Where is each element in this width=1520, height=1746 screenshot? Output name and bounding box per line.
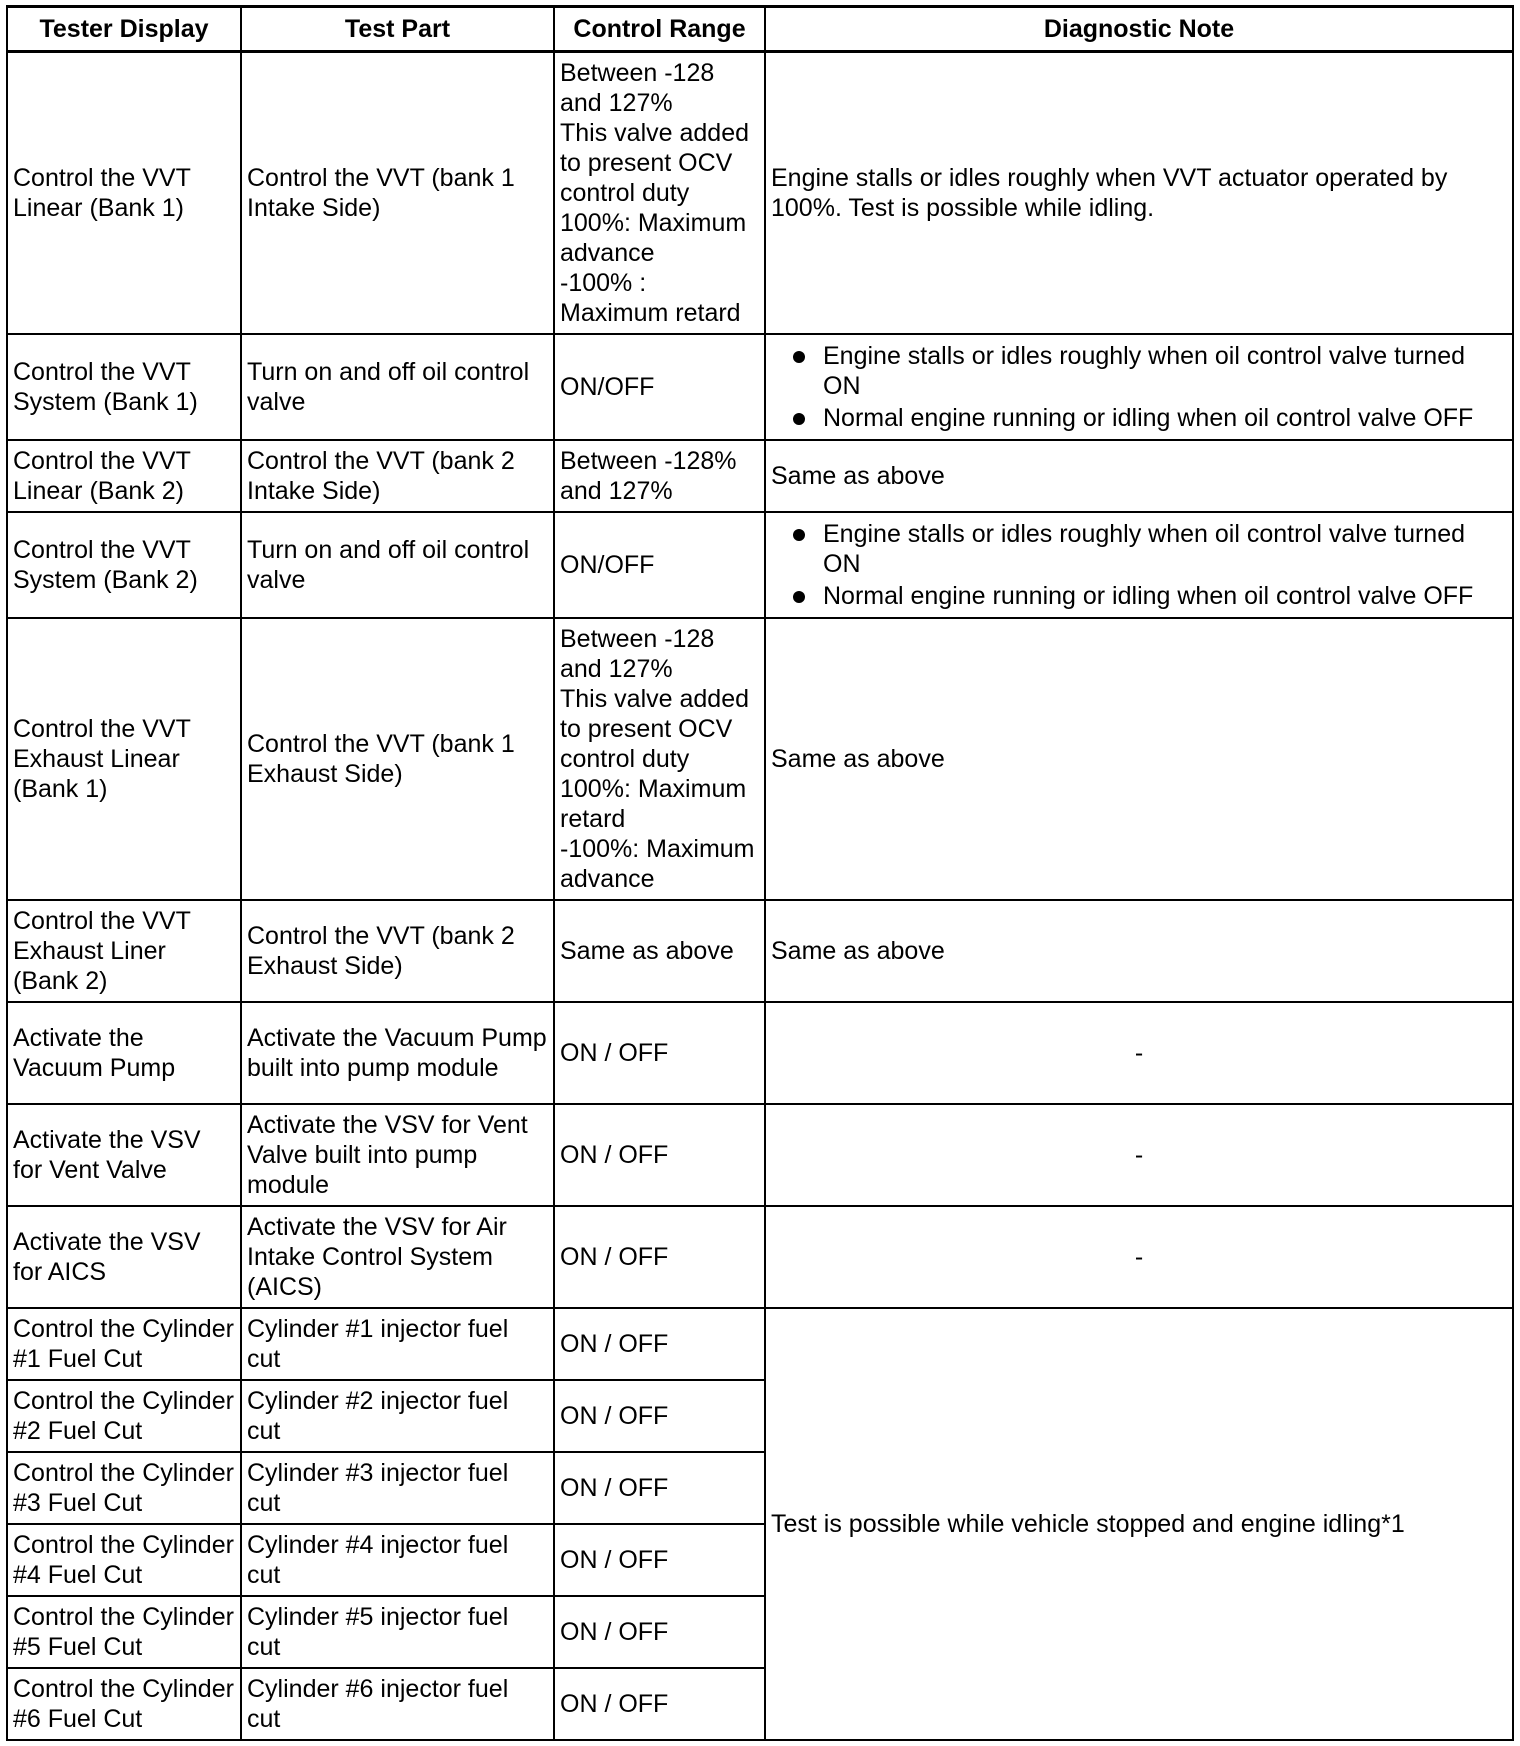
header-row [7,7,1513,52]
test-part-cell: Cylinder #1 injector fuel cut [241,1308,554,1380]
tester-display-cell: Control the Cylinder #3 Fuel Cut [7,1452,241,1524]
test-part-cell: Control the VVT (bank 2 Intake Side) [241,440,554,512]
control-range-cell: ON / OFF [554,1206,765,1308]
control-range-cell: ON / OFF [554,1380,765,1452]
control-range-cell: ON / OFF [554,1668,765,1740]
diagnostic-note-cell: - [765,1002,1513,1104]
test-part-cell: Control the VVT (bank 2 Exhaust Side) [241,900,554,1002]
control-range-cell: Same as above [554,900,765,1002]
test-part-cell: Cylinder #5 injector fuel cut [241,1596,554,1668]
control-range-cell: ON / OFF [554,1308,765,1380]
control-range-line: This valve added to present OCV control duty [560,118,750,207]
control-range-cell [554,52,765,334]
list-item: Engine stalls or idles roughly when oil control valve turned ON [793,519,1507,579]
table-row [7,618,1513,900]
table-row [7,1308,1513,1380]
tester-display-cell: Control the Cylinder #5 Fuel Cut [7,1596,241,1668]
list-item: Engine stalls or idles roughly when oil control valve turned ON [793,341,1507,401]
test-part-cell: Cylinder #3 injector fuel cut [241,1452,554,1524]
test-part-cell: Cylinder #2 injector fuel cut [241,1380,554,1452]
diagnostic-note-cell: Engine stalls or idles roughly when VVT actuator operated by 100%. Test is possible while idling. [765,52,1513,334]
tester-display-cell: Activate the VSV for Vent Valve [7,1104,241,1206]
test-part-cell: Activate the VSV for Air Intake Control System (AICS) [241,1206,554,1308]
control-range-cell [554,618,765,900]
table-row [7,512,1513,618]
tester-display-cell: Control the Cylinder #4 Fuel Cut [7,1524,241,1596]
tester-display-cell: Control the VVT System (Bank 2) [7,512,241,618]
control-range-line: -100% : Maximum retard [560,268,741,327]
header-diagnostic-note: Diagnostic Note [765,7,1513,52]
test-part-cell: Control the VVT (bank 1 Intake Side) [241,52,554,334]
diagnostic-note-cell: Same as above [765,900,1513,1002]
test-part-cell: Cylinder #6 injector fuel cut [241,1668,554,1740]
tester-display-cell: Control the Cylinder #1 Fuel Cut [7,1308,241,1380]
test-part-cell: Control the VVT (bank 1 Exhaust Side) [241,618,554,900]
list-item: Normal engine running or idling when oil control valve OFF [793,581,1507,611]
control-range-line: -100%: Maximum advance [560,834,755,893]
diagnostic-note-cell [765,512,1513,618]
control-range-line: This valve added to present OCV control duty [560,684,750,773]
tester-display-cell: Control the Cylinder #2 Fuel Cut [7,1380,241,1452]
table-row [7,334,1513,440]
diagnostic-note-cell: Same as above [765,618,1513,900]
control-range-line: 100%: Maximum retard [560,774,747,833]
test-part-cell: Activate the Vacuum Pump built into pump module [241,1002,554,1104]
tester-display-cell: Control the VVT Linear (Bank 2) [7,440,241,512]
header-tester-display: Tester Display [7,7,241,52]
table-row [7,900,1513,1002]
table-row [7,440,1513,512]
control-range-cell: ON / OFF [554,1452,765,1524]
tester-display-cell: Activate the VSV for AICS [7,1206,241,1308]
diagnostic-note-cell [765,334,1513,440]
table-row [7,1002,1513,1104]
diagnostic-note-cell: Same as above [765,440,1513,512]
diagnostic-note-list [771,519,1507,611]
diagnostic-note-cell: - [765,1104,1513,1206]
control-range-line: Between -128 and 127% [560,624,715,683]
table-row [7,1206,1513,1308]
control-range-cell: Between -128% and 127% [554,440,765,512]
tester-display-cell: Control the VVT Linear (Bank 1) [7,52,241,334]
table-row [7,1104,1513,1206]
control-range-cell: ON / OFF [554,1104,765,1206]
diagnostic-note-cell: - [765,1206,1513,1308]
header-test-part: Test Part [241,7,554,52]
control-range-cell: ON / OFF [554,1524,765,1596]
fuel-cut-note-cell: Test is possible while vehicle stopped and engine idling*1 [765,1308,1513,1740]
diagnostic-note-list [771,341,1507,433]
tester-display-cell: Control the VVT Exhaust Linear (Bank 1) [7,618,241,900]
test-part-cell: Turn on and off oil control valve [241,512,554,618]
table-row [7,52,1513,334]
tester-display-cell: Control the VVT Exhaust Liner (Bank 2) [7,900,241,1002]
tester-display-cell: Activate the Vacuum Pump [7,1002,241,1104]
control-range-line: Between -128 and 127% [560,58,715,117]
control-range-cell: ON/OFF [554,512,765,618]
test-part-cell: Activate the VSV for Vent Valve built into pump module [241,1104,554,1206]
header-control-range: Control Range [554,7,765,52]
tester-display-cell: Control the Cylinder #6 Fuel Cut [7,1668,241,1740]
test-part-cell: Turn on and off oil control valve [241,334,554,440]
control-range-cell: ON/OFF [554,334,765,440]
tester-display-cell: Control the VVT System (Bank 1) [7,334,241,440]
active-test-table [6,5,1514,1741]
list-item: Normal engine running or idling when oil control valve OFF [793,403,1507,433]
control-range-cell: ON / OFF [554,1596,765,1668]
control-range-line: 100%: Maximum advance [560,208,747,267]
control-range-cell: ON / OFF [554,1002,765,1104]
test-part-cell: Cylinder #4 injector fuel cut [241,1524,554,1596]
